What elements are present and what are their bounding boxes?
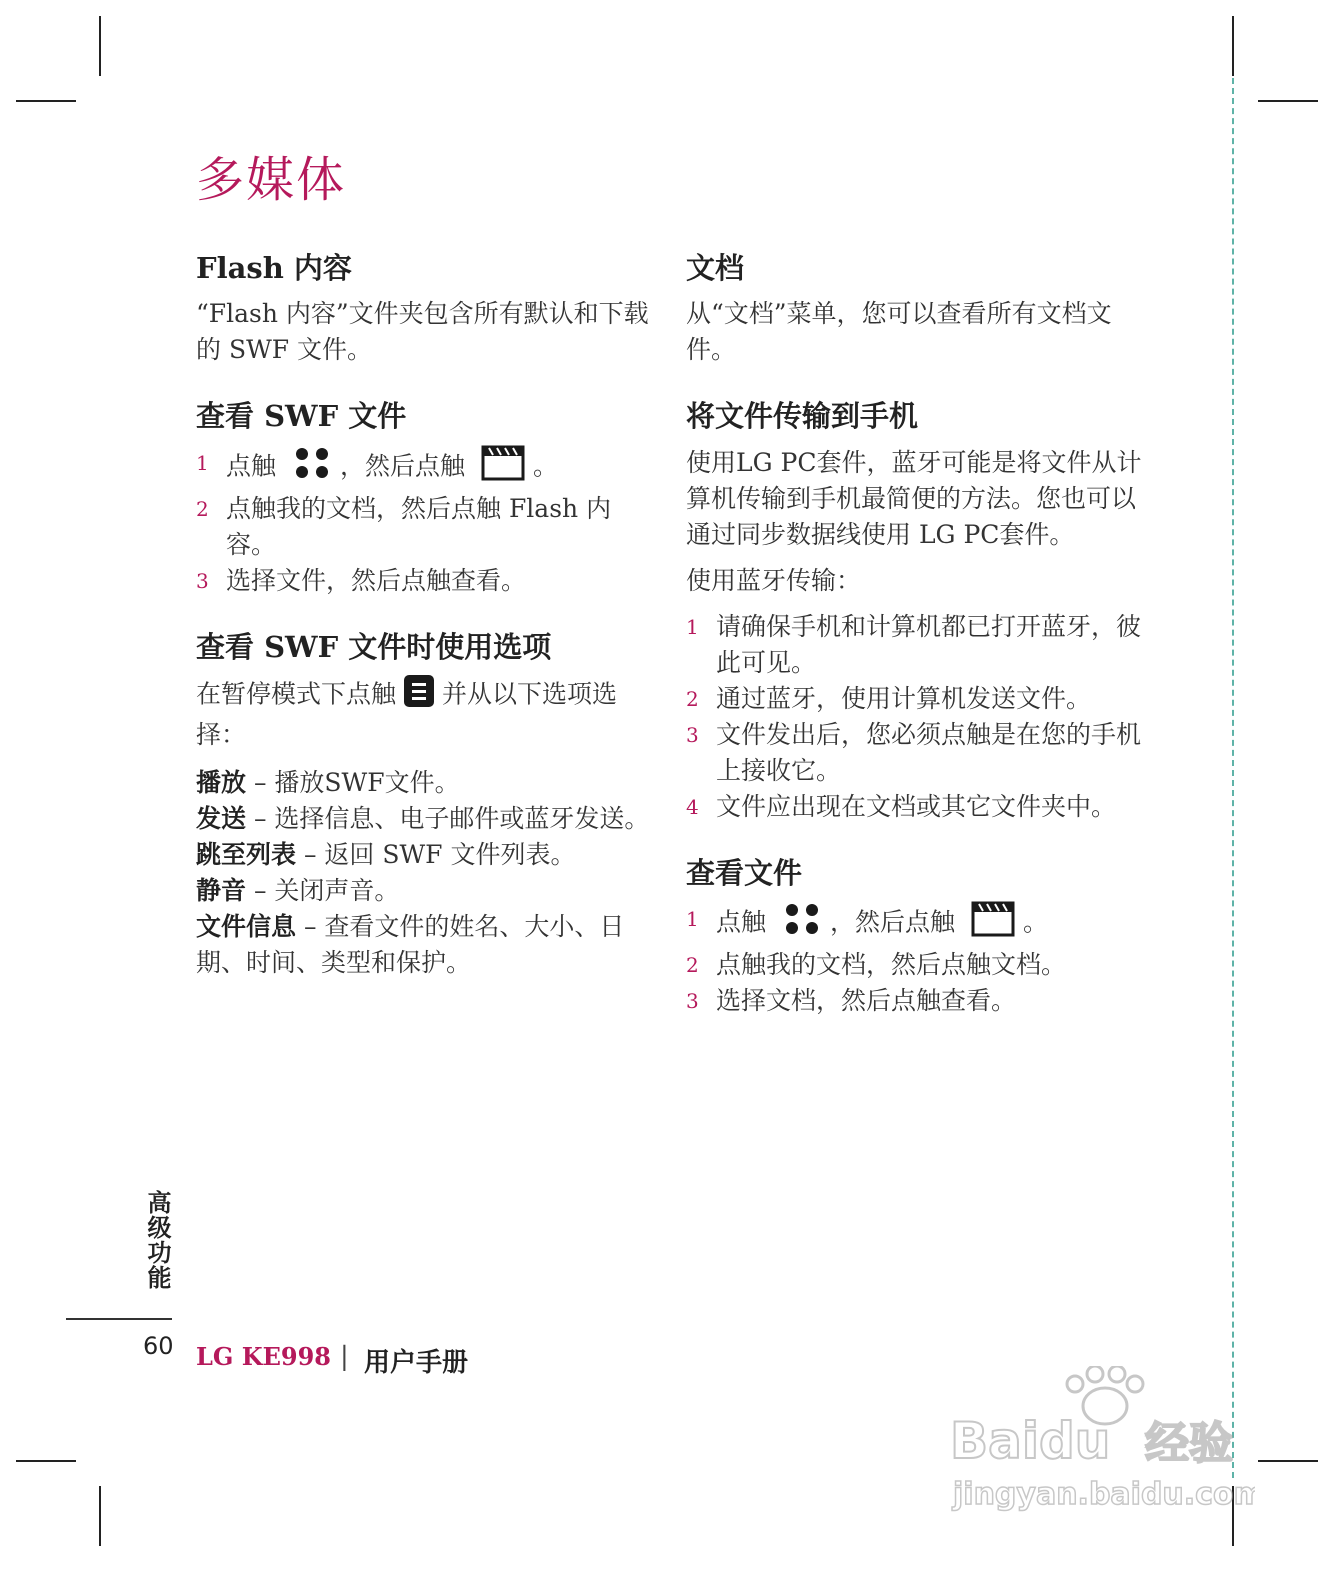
watermark-url: jingyan.baidu.com — [953, 1477, 1255, 1512]
fold-guide-line — [1232, 78, 1234, 1478]
step-number: 2 — [686, 686, 699, 711]
view-swf-steps — [196, 445, 656, 599]
option-item — [196, 873, 656, 909]
swf-options-heading: 查看 SWF 文件时使用选项 — [196, 629, 552, 664]
flash-heading: Flash 内容 — [196, 251, 352, 285]
right-column — [686, 250, 1156, 1049]
crop-mark — [16, 100, 76, 102]
step-text: 。 — [1022, 907, 1048, 937]
option-term: 文件信息 — [196, 911, 297, 941]
swf-options-section — [196, 629, 656, 981]
footer-rule — [66, 1318, 172, 1320]
menu-dots-icon — [782, 902, 822, 946]
step-text: 选择文档，然后点触查看。 — [716, 985, 1017, 1015]
view-swf-section — [196, 398, 656, 598]
menu-icon — [404, 675, 434, 717]
option-item — [196, 801, 656, 837]
crop-mark — [99, 16, 101, 76]
view-swf-heading: 查看 SWF 文件 — [196, 399, 407, 434]
transfer-body: 使用LG PC套件，蓝牙可能是将文件从计算机传输到手机最简便的方法。您也可以通过同步数据线使用 LG PC套件。 — [686, 447, 1142, 549]
page-title: 多媒体 — [196, 152, 347, 208]
side-section-label: 高级功能 — [143, 1190, 172, 1290]
step-number: 3 — [196, 568, 209, 593]
step-text: ，然后点触 — [339, 451, 465, 480]
crop-mark — [1232, 16, 1234, 76]
footer-manual-title: 用户手册 — [364, 1348, 469, 1378]
step-number: 3 — [686, 722, 699, 747]
option-item — [196, 909, 656, 981]
flash-body: “Flash 内容”文件夹包含所有默认和下载的 SWF 文件。 — [196, 299, 649, 365]
intro-text: 在暂停模式下点触 — [196, 679, 397, 709]
option-term: 发送 — [196, 803, 247, 833]
intro-text: 并从以下选项选择： — [196, 679, 618, 749]
footer-separator: | — [340, 1342, 349, 1372]
view-file-steps — [686, 901, 1156, 1019]
clapper-icon — [971, 901, 1015, 947]
step-number: 2 — [196, 496, 209, 521]
list-item — [686, 609, 1156, 681]
step-number: 4 — [686, 794, 699, 819]
option-desc: – 选择信息、电子邮件或蓝牙发送。 — [246, 803, 650, 833]
step-number: 3 — [686, 988, 699, 1013]
option-term: 播放 — [196, 767, 247, 797]
option-item — [196, 765, 656, 801]
swf-options-intro — [196, 675, 656, 753]
step-text: 点触 — [226, 451, 277, 480]
watermark-service: 经验 — [1145, 1418, 1233, 1469]
step-number: 1 — [196, 450, 209, 475]
option-desc: – 关闭声音。 — [246, 875, 400, 905]
step-text: 请确保手机和计算机都已打开蓝牙，彼此可见。 — [716, 611, 1142, 677]
transfer-steps — [686, 609, 1156, 825]
baidu-watermark-logo — [945, 1366, 1255, 1516]
docs-body: 从“文档”菜单，您可以查看所有文档文件。 — [686, 299, 1112, 365]
list-item — [196, 563, 656, 599]
step-text: 点触我的文档，然后点触文档。 — [716, 949, 1067, 979]
list-item — [686, 947, 1156, 983]
crop-mark — [16, 1460, 76, 1462]
step-text: 通过蓝牙，使用计算机发送文件。 — [716, 683, 1092, 713]
option-term: 跳至列表 — [196, 839, 297, 869]
list-item — [196, 491, 656, 563]
transfer-section — [686, 398, 1156, 824]
list-item — [686, 983, 1156, 1019]
watermark-brand: Baidu — [950, 1412, 1111, 1470]
left-column — [196, 250, 656, 1011]
docs-section — [686, 250, 1156, 368]
transfer-heading: 将文件传输到手机 — [686, 399, 919, 434]
step-number: 1 — [686, 614, 699, 639]
step-text: 。 — [532, 451, 558, 480]
view-file-heading: 查看文件 — [686, 855, 803, 890]
view-file-section — [686, 855, 1156, 1019]
step-text: 选择文件，然后点触查看。 — [226, 565, 527, 595]
list-item — [686, 789, 1156, 825]
option-item — [196, 837, 656, 873]
list-item — [686, 681, 1156, 717]
step-number: 2 — [686, 952, 699, 977]
step-number: 1 — [686, 906, 699, 931]
step-text: 文件应出现在文档或其它文件夹中。 — [716, 791, 1117, 821]
page-number: 60 — [143, 1332, 174, 1360]
option-desc: – 播放SWF文件。 — [246, 767, 460, 797]
crop-mark — [99, 1486, 101, 1546]
list-item — [686, 901, 1156, 947]
crop-mark — [1258, 100, 1318, 102]
clapper-icon — [481, 445, 525, 491]
option-desc: – 查看文件的姓名、大小、日期、时间、类型和保护。 — [196, 911, 625, 977]
list-item — [686, 717, 1156, 789]
docs-heading: 文档 — [686, 251, 745, 285]
option-desc: – 返回 SWF 文件列表。 — [296, 839, 576, 869]
step-text: ，然后点触 — [829, 907, 955, 937]
crop-mark — [1258, 1460, 1318, 1462]
list-item — [196, 445, 656, 491]
menu-dots-icon — [292, 446, 332, 490]
step-text: 点触 — [716, 907, 767, 937]
step-text: 文件发出后，您必须点触是在您的手机上接收它。 — [716, 719, 1142, 785]
flash-section — [196, 250, 656, 368]
option-term: 静音 — [196, 875, 247, 905]
footer-brand: LG KE998 — [196, 1342, 331, 1371]
step-text: 点触我的文档，然后点触 Flash 内容。 — [226, 493, 612, 559]
bt-intro: 使用蓝牙传输： — [686, 565, 862, 595]
